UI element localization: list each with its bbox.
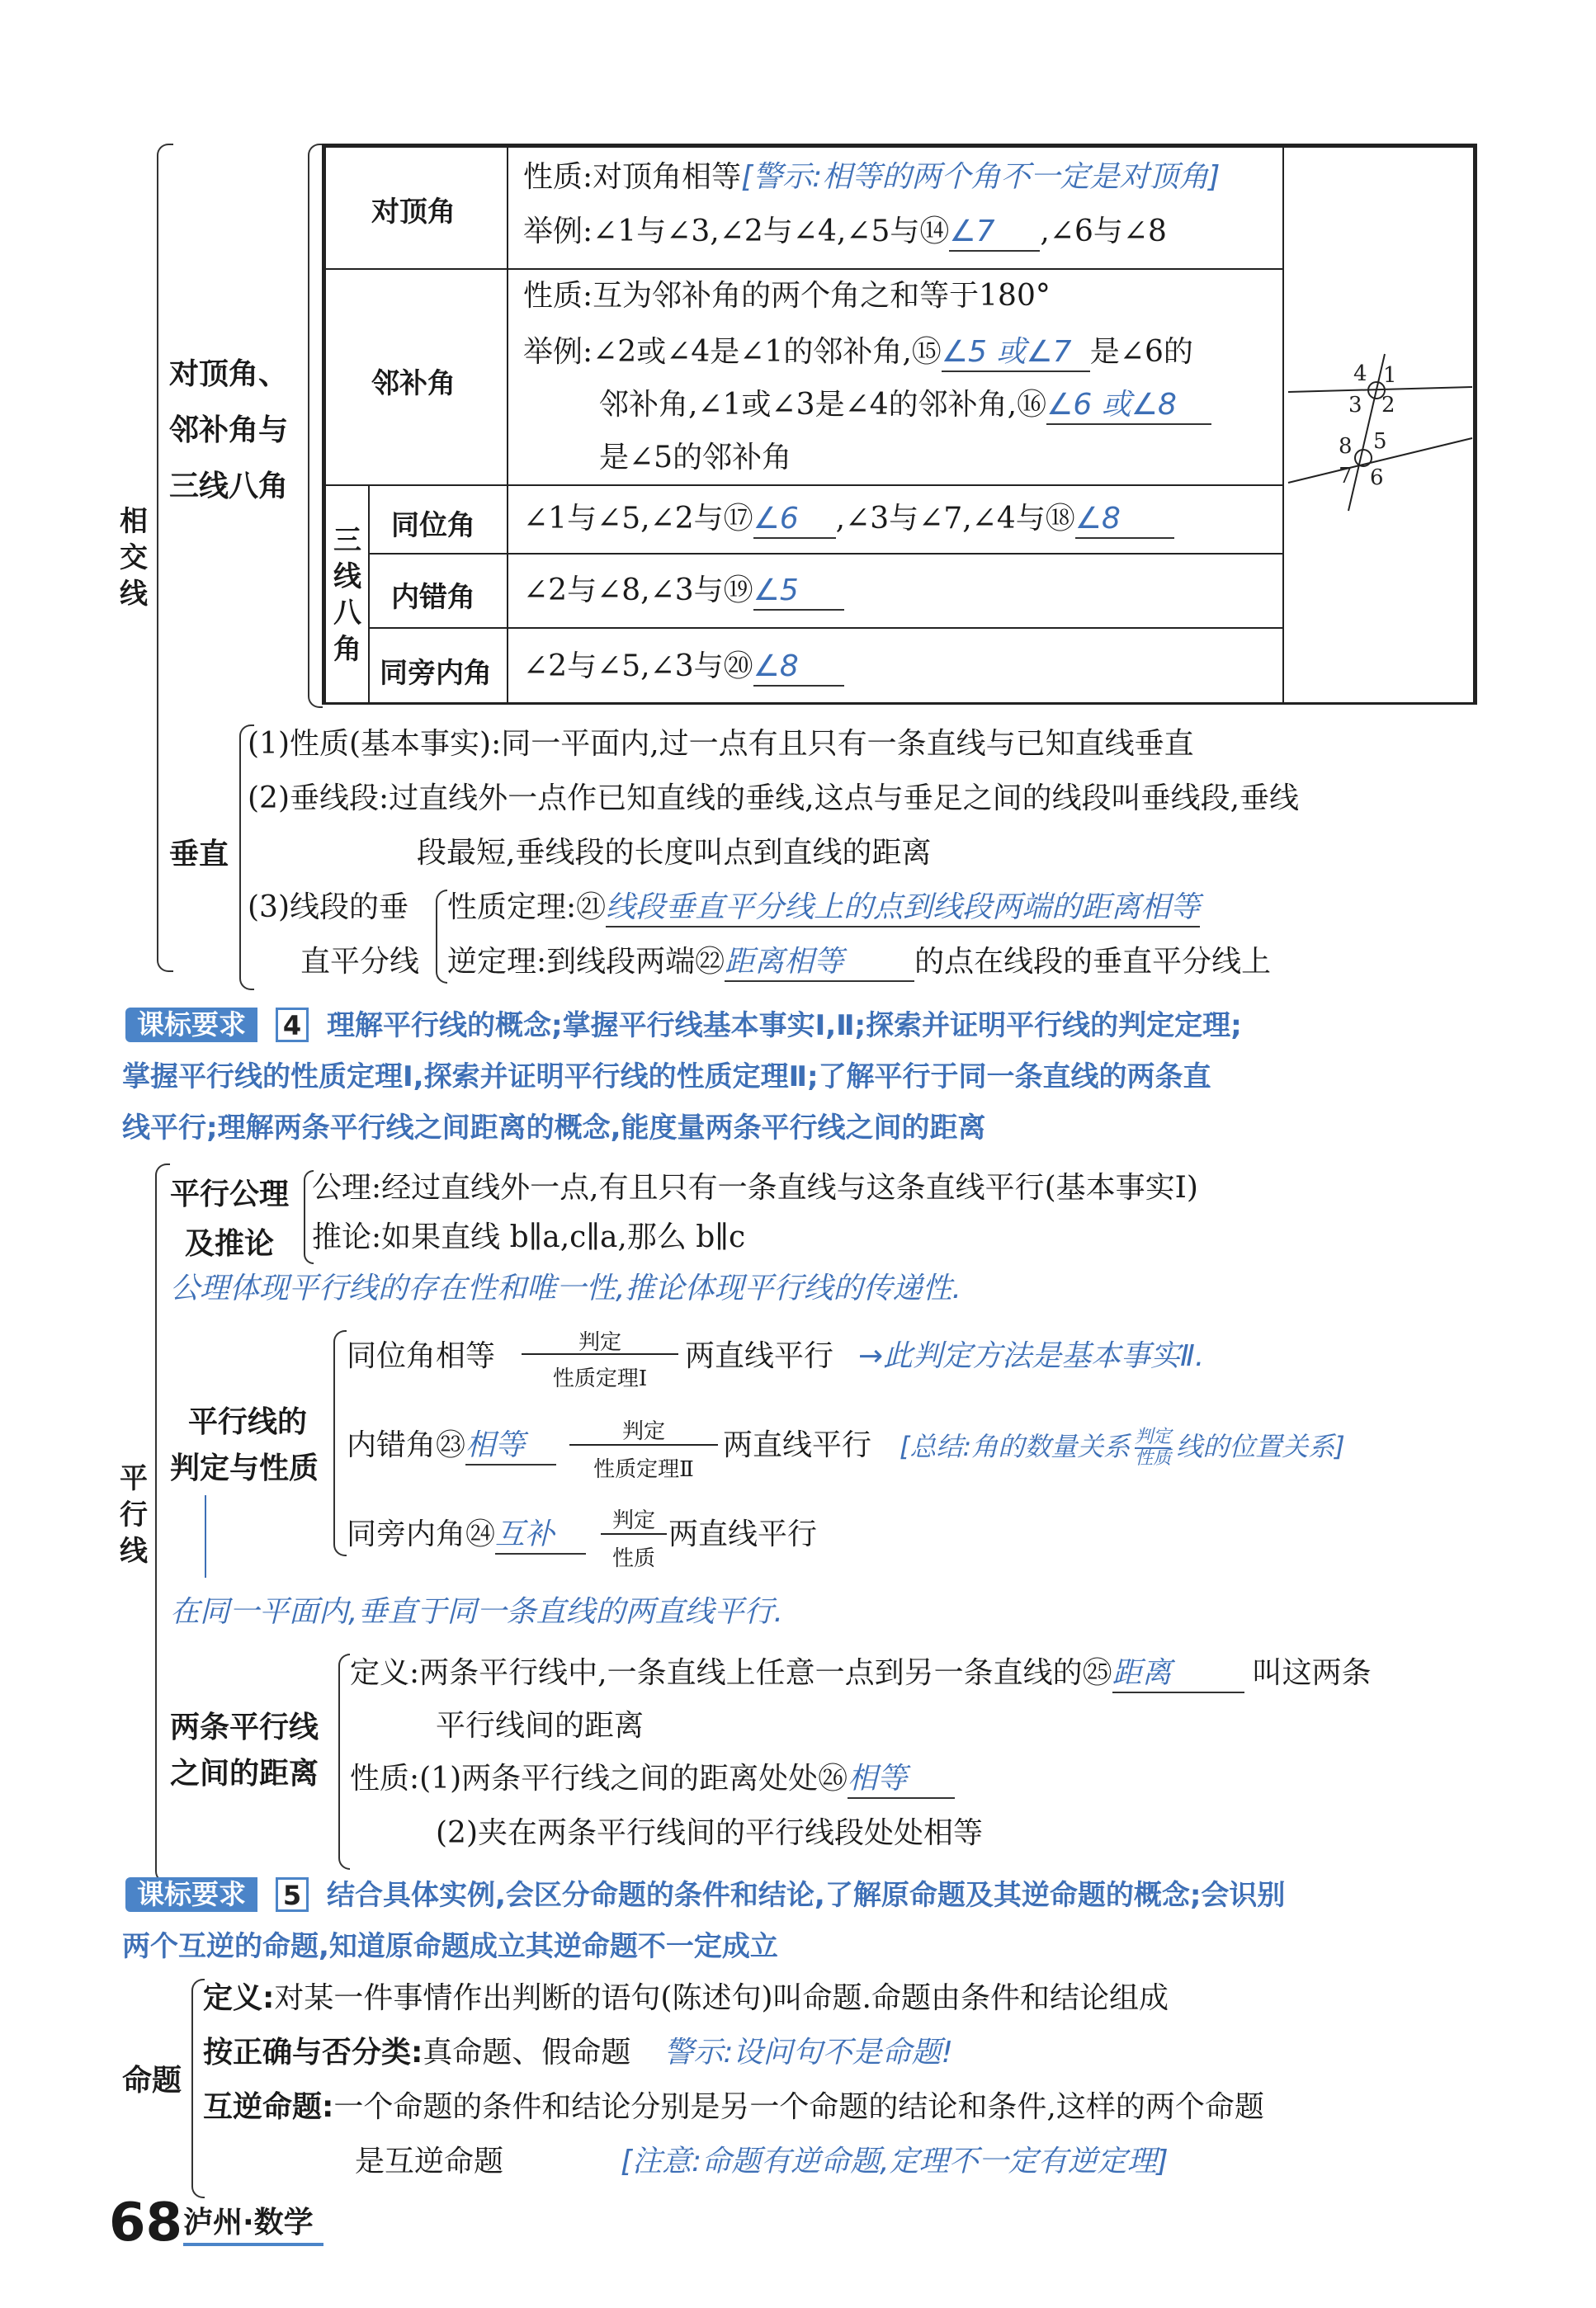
mingti-cls-line [203,2035,953,2071]
r3-bot: 性质 [611,1546,655,1571]
label-dui-lin-san [169,347,314,515]
dist-prop1-a: 性质:(1)两条平行线之间的距离处处㉖ [350,1762,848,1796]
fig-label: 6 [1370,465,1384,490]
tongwei-line [523,501,1174,539]
cell-sanxianbajiao [324,484,370,705]
cell-tongwei-head [368,484,508,555]
req4-line3: 线平行;理解两条平行线之间距离的概念,能度量两条平行线之间的距离 [122,1112,986,1145]
judge-title [170,1399,319,1492]
chuizhi-p2a: (2)垂线段:过直线外一点作已知直线的垂线,这点与垂足之间的线段叫垂线段,垂线 [248,781,1300,815]
dist-prop1-line [350,1761,955,1799]
judge-title-1: 平行线的 [188,1405,308,1439]
dui-example-a: 举例:∠1与∠3,∠2与∠4,∠5与⑭ [523,215,950,248]
dist-title-1: 两条平行线 [170,1711,319,1744]
chuizhi-inv-line [447,944,1271,982]
req5-line2: 两个互逆的命题,知道原命题成立其逆命题不一定成立 [122,1930,778,1963]
answer-16: ∠6 或∠8 [1046,387,1211,425]
answer-20: ∠8 [753,649,844,687]
brace-pingxing [155,1163,170,1883]
r1-left: 同位角相等 [347,1339,496,1373]
mingti-inv-label: 互逆命题: [203,2090,334,2124]
r2-note-arrow [1135,1428,1171,1469]
mingti-def-line [203,1980,1169,2017]
arrow-judge-down [205,1495,206,1578]
dist-prop2: (2)夹在两条平行线间的平行线段处处相等 [436,1816,983,1850]
dist-def-b: 叫这两条 [1252,1656,1372,1690]
lin-ex2-a: 邻补角,∠1或∠3是∠4的邻补角,⑯ [599,388,1047,422]
answer-26: 相等 [848,1761,955,1799]
mingti-inv-text: 一个命题的条件和结论分别是另一个命题的结论和条件,这样的两个命题 [333,2090,1264,2124]
req4-line1: 理解平行线的概念;掌握平行线基本事实Ⅰ,Ⅱ;探索并证明平行线的判定定理; [327,1009,1242,1042]
tongwei-label: 同位角 [391,509,475,542]
requirement-number-5: 5 [276,1877,309,1912]
dui-example-b: ,∠6与∠8 [1040,215,1167,248]
tongpang-label: 同旁内角 [380,657,492,690]
answer-14: ∠7 [949,214,1040,252]
three-lines-eight-angles-figure [1284,148,1476,706]
answer-23: 相等 [465,1428,556,1466]
dist-title [170,1705,319,1797]
brace-judge [333,1330,347,1556]
brace-dist [338,1654,350,1870]
fig-label: 7 [1339,464,1353,489]
mingti-cls-label: 按正确与否分类: [203,2036,423,2070]
fig-label: 5 [1373,429,1387,454]
r2-left-line [347,1428,556,1466]
brace-chuizhi [239,724,254,990]
cell-figure [1282,146,1475,705]
fig-label: 4 [1353,361,1367,386]
lin-ex1-line [523,334,1193,372]
angles-table [322,144,1477,705]
lin-ex1-b: 是∠6的 [1089,335,1193,369]
r2-arrow [569,1444,718,1446]
neicuo-line [523,573,844,611]
answer-19: ∠5 [753,573,844,611]
fig-label: 1 [1383,363,1397,388]
answer-21: 线段垂直平分线上的点到线段两端的距离相等 [606,890,1200,927]
mingti-inv-line [203,2089,1264,2126]
book-title: 泸州·数学 [183,2206,314,2240]
corollary-text: 推论:如果直线 b∥a,c∥a,那么 b∥c [312,1220,746,1254]
chuizhi-prop-line [447,890,1200,927]
r3-right: 两直线平行 [668,1517,818,1551]
r1-bot: 性质定理Ⅰ [552,1366,648,1391]
r2-note-top: 判定 [1135,1427,1172,1447]
dist-title-2: 之间的距离 [170,1757,319,1791]
r2-top: 判定 [621,1419,665,1444]
lin-prop: 性质:互为邻补角的两个角之和等于180° [523,279,1051,313]
cell-tongpang-head [368,627,508,705]
requirement-number-4: 4 [276,1008,309,1042]
lin-ex2-line [599,387,1211,425]
label-line-3: 三线八角 [169,470,289,503]
axiom-title-1: 平行公理 [170,1178,290,1211]
neicuo-a: ∠2与∠8,∠3与⑲ [523,573,753,607]
section-title-xiangjiaoxian: 相交线 [120,505,148,611]
requirement-badge-5: 课标要求 [125,1877,257,1912]
r1-right: 两直线平行 [685,1339,834,1373]
judge-title-2: 判定与性质 [170,1451,319,1485]
dui-prop-line [523,159,1220,196]
cell-tongpang-body [507,627,1284,705]
r3-left-line [347,1517,586,1555]
answer-22: 距离相等 [725,944,914,982]
r3-top: 判定 [611,1508,655,1533]
req5-line1: 结合具体实例,会区分命题的条件和结论,了解原命题及其逆命题的概念;会识别 [327,1879,1286,1912]
axiom-title [170,1170,289,1269]
section-title-pingxing: 平行线 [120,1462,148,1568]
mingti-cls-note: 警示:设问句不是命题! [663,2036,953,2070]
chuizhi-inv: 逆定理:到线段两端㉒ [447,945,725,979]
mingti-def-text: 对某一件事情作出判断的语句(陈述句)叫命题.命题由条件和结论组成 [274,1981,1169,2015]
tongwei-a: ∠1与∠5,∠2与⑰ [523,502,753,536]
duidingjiao-label: 对顶角 [371,196,456,229]
dui-prop: 性质:对顶角相等 [523,160,742,194]
fig-label: 3 [1348,393,1362,418]
label-line-1: 对顶角、 [169,357,289,391]
neicuo-label: 内错角 [391,581,475,614]
answer-18: ∠8 [1075,501,1174,539]
cell-tongwei-body [507,484,1284,555]
dist-def-c: 平行线间的距离 [436,1709,645,1743]
req4-line2: 掌握平行线的性质定理Ⅰ,探索并证明平行线的性质定理Ⅱ;了解平行于同一条直线的两条直 [122,1060,1211,1093]
r1-top: 判定 [578,1330,621,1355]
sanxianbajiao-label: 三线八角 [333,524,361,666]
fig-label: 8 [1339,434,1353,459]
lin-ex1-a: 举例:∠2或∠4是∠1的邻补角,⑮ [523,335,942,369]
dist-def-a: 定义:两条平行线中,一条直线上任意一点到另一条直线的㉕ [350,1656,1112,1690]
mingti-title: 命题 [122,2064,182,2098]
answer-24: 互补 [495,1517,586,1555]
cell-duidingjiao-body [507,146,1284,270]
requirement-badge-4: 课标要求 [125,1008,257,1042]
footer-underline [183,2243,323,2246]
r2-note-bot: 性质 [1135,1448,1172,1469]
chuizhi-p1: (1)性质(基本事实):同一平面内,过一点有且只有一条直线与已知直线垂直 [248,727,1194,761]
brace-chuizhi-sub [436,890,447,984]
r2-bot: 性质定理Ⅱ [593,1457,694,1482]
brace-table [308,144,323,708]
label-line-2: 邻补角与 [169,413,289,447]
chuizhi-p3a: (3)线段的垂 [248,890,408,924]
r2-left: 内错角㉓ [347,1428,466,1462]
chuizhi-p3b: 直平分线 [300,945,420,979]
fig-label: 2 [1381,393,1395,418]
chuizhi-title: 垂直 [169,838,229,871]
cell-duidingjiao-head [324,146,508,270]
note-axiom: 公理体现平行线的存在性和唯一性,推论体现平行线的传递性. [170,1272,961,1305]
mingti-inv-text2: 是互逆命题 [355,2145,504,2178]
mingti-inv-note: [注意:命题有逆命题,定理不一定有逆定理] [621,2145,1169,2178]
lin-ex3: 是∠5的邻补角 [599,441,792,474]
note-perpendicular: 在同一平面内,垂直于同一条直线的两直线平行. [170,1595,783,1629]
cell-neicuo-head [368,553,508,629]
tongpang-a: ∠2与∠5,∠3与⑳ [523,649,753,683]
r2-right: 两直线平行 [723,1428,872,1462]
page-number: 68 [109,2192,183,2254]
r3-left: 同旁内角㉔ [347,1517,496,1551]
cell-linbujiao-head [324,268,508,486]
r2-note [900,1428,1345,1469]
r1-note: →此判定方法是基本事实Ⅱ. [858,1339,1205,1373]
dui-example-line [523,214,1167,252]
answer-25: 距离 [1112,1655,1244,1693]
mingti-def-label: 定义: [203,1981,275,2015]
cell-linbujiao-body [507,268,1284,486]
chuizhi-prop: 性质定理:㉑ [447,890,607,924]
axiom-text: 公理:经过直线外一点,有且只有一条直线与这条直线平行(基本事实Ⅰ) [312,1171,1198,1205]
dui-warn: [警示:相等的两个角不一定是对顶角] [741,160,1221,194]
tongwei-b: ,∠3与∠7,∠4与⑱ [835,502,1075,536]
r3-arrow [601,1533,667,1535]
tongpang-line [523,649,844,687]
r2-note-a: [总结:角的数量关系 [900,1431,1131,1462]
parallel-line-top [1288,387,1472,392]
answer-15: ∠5 或∠7 [942,334,1090,372]
r1-arrow [522,1353,678,1355]
cell-neicuo-body [507,553,1284,629]
r2-note-b: 线的位置关系] [1176,1431,1345,1462]
chuizhi-inv-b: 的点在线段的垂直平分线上 [914,945,1272,979]
answer-17: ∠6 [753,501,836,539]
dist-def-line [350,1655,1372,1693]
mingti-cls-text: 真命题、假命题 [423,2036,631,2070]
chuizhi-p2b: 段最短,垂线段的长度叫点到直线的距离 [417,836,932,870]
axiom-title-2: 及推论 [185,1227,275,1261]
linbujiao-label: 邻补角 [371,367,456,400]
